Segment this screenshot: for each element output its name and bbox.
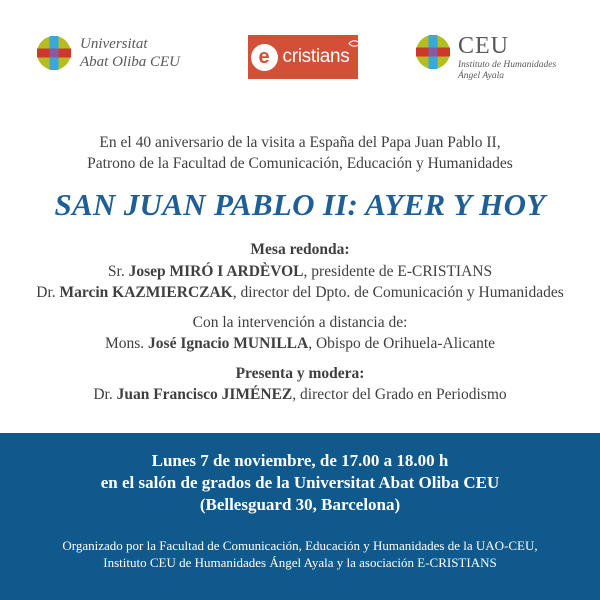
ceu-acronym: CEU [458,33,509,59]
mesa-redonda-heading: Mesa redonda: [250,241,350,258]
uao-logo-line2: Abat Oliba CEU [80,54,180,70]
ceu-subtitle [458,60,556,82]
speaker-role: , director del Grado en Periodismo [292,386,507,403]
ecristians-wordmark [283,46,356,68]
ceu-logo-text [458,35,556,82]
mesa-redonda-block [0,239,600,304]
speaker-line [0,384,600,406]
remote-speaker-block [0,312,600,355]
event-date-location [0,433,600,516]
speaker-line [0,333,600,355]
ceu-cross-icon [416,35,450,69]
program-section [0,239,600,414]
speaker-prefix: Mons. [104,335,149,352]
uao-logo-text [80,35,180,71]
fish-icon [348,39,365,48]
speaker-name: Josep MIRÓ I ARDÈVOL [128,262,304,280]
speaker-name: José Ignacio MUNILLA [148,335,309,352]
speaker-line [0,261,600,283]
speaker-line [0,282,600,304]
event-intro [0,132,600,174]
remote-heading: Con la intervención a distancia de: [192,313,408,331]
organizers-line2: Instituto CEU de Humanidades Ángel Ayala y la asociación E-CRISTIANS [103,555,497,570]
event-venue: en el salón de grados de la Universitat Abat Oliba CEU [100,473,500,492]
uao-logo-line1: Universitat [80,36,148,52]
page-title: SAN JUAN PABLO II: AYER Y HOY [54,187,546,222]
moderator-heading: Presenta y modera: [235,364,365,382]
organizers-note [0,516,600,571]
ecristians-e-icon: e [251,44,278,71]
speaker-name: Juan Francisco JIMÉNEZ [116,386,293,403]
speaker-role: , presidente de E-CRISTIANS [303,262,493,280]
event-details-banner [0,433,600,600]
speaker-prefix: Sr. [107,262,129,280]
speaker-prefix: Dr. [36,284,60,301]
ecristians-logo [248,35,358,79]
ceu-subtitle-line2: Ángel Ayala [458,71,504,81]
speaker-role: , Obispo de Orihuela-Alicante [308,335,496,352]
event-address: (Bellesguard 30, Barcelona) [199,495,401,514]
uao-ceu-logo [37,35,180,71]
organizers-line1: Organizado por la Facultad de Comunicación, Educación y Humanidades de la UAO-CEU, [62,538,538,553]
ceu-instituto-logo [416,35,556,82]
ecristians-wordmark-text: cristians [282,46,350,67]
speaker-prefix: Dr. [93,386,117,403]
ceu-subtitle-line1: Instituto de Humanidades [458,60,557,70]
ceu-cross-icon [37,36,71,70]
moderator-block [0,363,600,406]
speaker-name: Marcin KAZMIERCZAK [59,284,233,301]
intro-line1: En el 40 aniversario de la visita a España del Papa Juan Pablo II, [99,134,501,151]
speaker-role: , director del Dpto. de Comunicación y Humanidades [232,284,564,301]
intro-line2: Patrono de la Facultad de Comunicación, Educación y Humanidades [87,155,513,172]
event-datetime: Lunes 7 de noviembre, de 17.00 a 18.00 h [151,451,449,470]
